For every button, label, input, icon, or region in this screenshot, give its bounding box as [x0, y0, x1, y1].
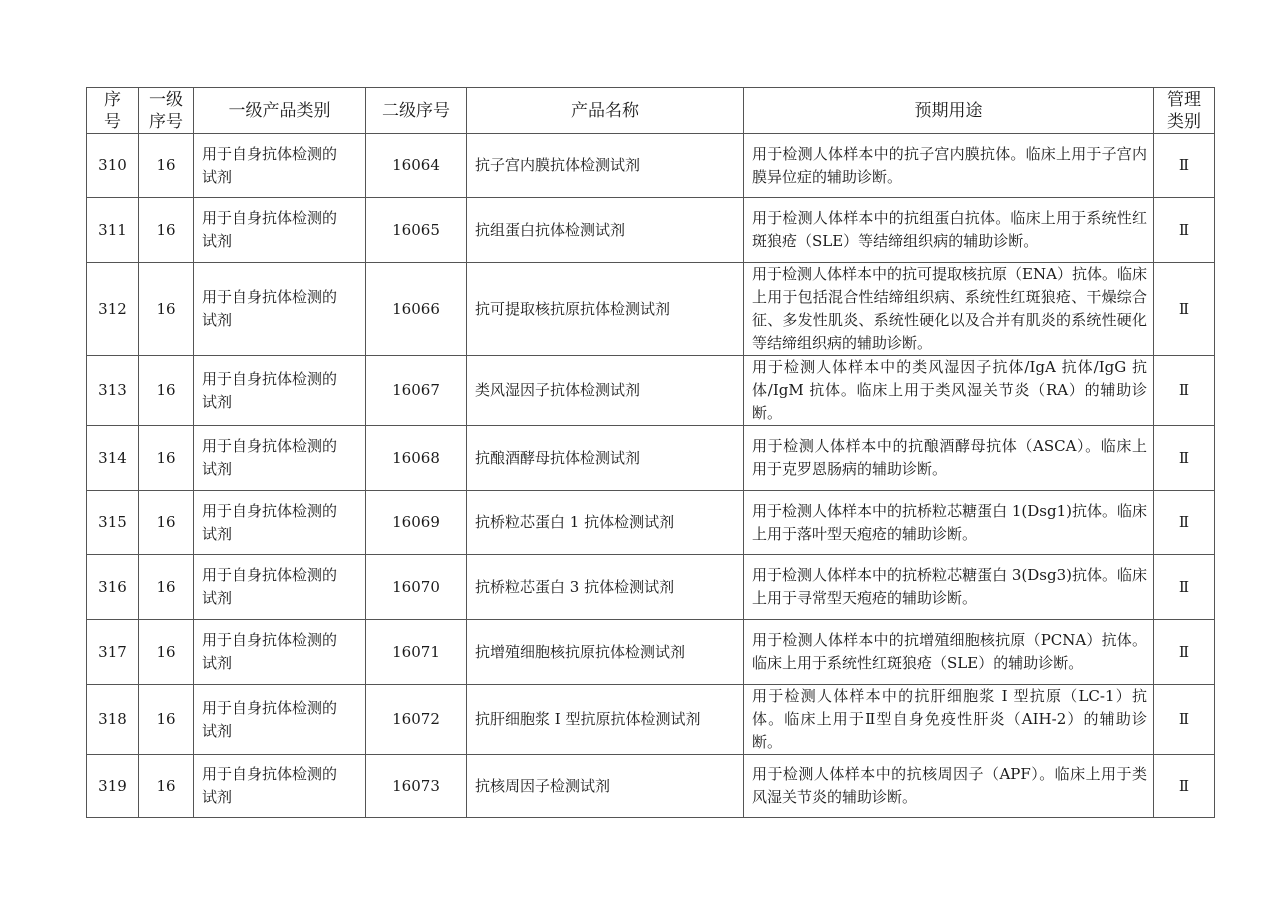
cell-level1-seq: 16	[139, 134, 194, 198]
cell-level2-seq: 16069	[366, 491, 467, 555]
cell-seq: 312	[87, 263, 139, 356]
cell-level1-seq: 16	[139, 685, 194, 755]
cell-level2-seq: 16067	[366, 356, 467, 426]
header-level1-seq: 一级 序号	[139, 88, 194, 134]
cell-level1-seq: 16	[139, 555, 194, 620]
cell-management-class: Ⅱ	[1154, 755, 1215, 818]
cell-category: 用于自身抗体检测的 试剂	[194, 685, 366, 755]
cell-category: 用于自身抗体检测的 试剂	[194, 555, 366, 620]
cell-product-name: 抗子宫内膜抗体检测试剂	[467, 134, 744, 198]
header-management-class: 管理 类别	[1154, 88, 1215, 134]
cell-category: 用于自身抗体检测的 试剂	[194, 620, 366, 685]
cell-category: 用于自身抗体检测的 试剂	[194, 356, 366, 426]
cell-intended-use: 用于检测人体样本中的抗组蛋白抗体。临床上用于系统性红斑狼疮（SLE）等结缔组织病的辅助诊断。	[744, 198, 1154, 263]
cell-seq: 316	[87, 555, 139, 620]
cell-management-class: Ⅱ	[1154, 555, 1215, 620]
cell-level1-seq: 16	[139, 426, 194, 491]
cell-level2-seq: 16072	[366, 685, 467, 755]
cell-seq: 310	[87, 134, 139, 198]
cell-level2-seq: 16064	[366, 134, 467, 198]
table-row	[87, 198, 1215, 263]
cell-category: 用于自身抗体检测的 试剂	[194, 491, 366, 555]
cell-level2-seq: 16070	[366, 555, 467, 620]
table-row	[87, 134, 1215, 198]
cell-level1-seq: 16	[139, 198, 194, 263]
header-category: 一级产品类别	[194, 88, 366, 134]
cell-level2-seq: 16071	[366, 620, 467, 685]
table-row	[87, 491, 1215, 555]
cell-management-class: Ⅱ	[1154, 685, 1215, 755]
cell-intended-use: 用于检测人体样本中的抗核周因子（APF）。临床上用于类风湿关节炎的辅助诊断。	[744, 755, 1154, 818]
table-row	[87, 426, 1215, 491]
cell-product-name: 抗组蛋白抗体检测试剂	[467, 198, 744, 263]
header-row	[87, 88, 1215, 134]
cell-intended-use: 用于检测人体样本中的抗桥粒芯糖蛋白 3(Dsg3)抗体。临床上用于寻常型天疱疮的辅助诊断。	[744, 555, 1154, 620]
table-row	[87, 356, 1215, 426]
cell-category: 用于自身抗体检测的 试剂	[194, 134, 366, 198]
cell-seq: 318	[87, 685, 139, 755]
cell-product-name: 抗可提取核抗原抗体检测试剂	[467, 263, 744, 356]
cell-intended-use: 用于检测人体样本中的抗桥粒芯糖蛋白 1(Dsg1)抗体。临床上用于落叶型天疱疮的辅助诊断。	[744, 491, 1154, 555]
cell-product-name: 抗核周因子检测试剂	[467, 755, 744, 818]
table-row	[87, 555, 1215, 620]
cell-seq: 319	[87, 755, 139, 818]
cell-management-class: Ⅱ	[1154, 620, 1215, 685]
cell-product-name: 抗桥粒芯蛋白 3 抗体检测试剂	[467, 555, 744, 620]
table-row	[87, 685, 1215, 755]
cell-level1-seq: 16	[139, 491, 194, 555]
cell-category: 用于自身抗体检测的 试剂	[194, 198, 366, 263]
cell-level2-seq: 16068	[366, 426, 467, 491]
cell-level1-seq: 16	[139, 263, 194, 356]
cell-intended-use: 用于检测人体样本中的抗酿酒酵母抗体（ASCA）。临床上用于克罗恩肠病的辅助诊断。	[744, 426, 1154, 491]
catalog-table	[86, 87, 1215, 818]
cell-seq: 314	[87, 426, 139, 491]
cell-seq: 317	[87, 620, 139, 685]
cell-category: 用于自身抗体检测的 试剂	[194, 426, 366, 491]
header-intended-use: 预期用途	[744, 88, 1154, 134]
cell-intended-use: 用于检测人体样本中的抗增殖细胞核抗原（PCNA）抗体。临床上用于系统性红斑狼疮（SLE）的辅助诊断。	[744, 620, 1154, 685]
cell-management-class: Ⅱ	[1154, 263, 1215, 356]
cell-level2-seq: 16066	[366, 263, 467, 356]
cell-intended-use: 用于检测人体样本中的类风湿因子抗体/IgA 抗体/IgG 抗体/IgM 抗体。临床上用于类风湿关节炎（RA）的辅助诊断。	[744, 356, 1154, 426]
header-seq: 序 号	[87, 88, 139, 134]
cell-intended-use: 用于检测人体样本中的抗子宫内膜抗体。临床上用于子宫内膜异位症的辅助诊断。	[744, 134, 1154, 198]
cell-level1-seq: 16	[139, 356, 194, 426]
header-level2-seq: 二级序号	[366, 88, 467, 134]
header-product-name: 产品名称	[467, 88, 744, 134]
cell-category: 用于自身抗体检测的 试剂	[194, 755, 366, 818]
cell-product-name: 抗酿酒酵母抗体检测试剂	[467, 426, 744, 491]
cell-level2-seq: 16073	[366, 755, 467, 818]
cell-management-class: Ⅱ	[1154, 198, 1215, 263]
table-row	[87, 620, 1215, 685]
cell-management-class: Ⅱ	[1154, 356, 1215, 426]
cell-level1-seq: 16	[139, 620, 194, 685]
table-row	[87, 263, 1215, 356]
cell-product-name: 类风湿因子抗体检测试剂	[467, 356, 744, 426]
cell-management-class: Ⅱ	[1154, 134, 1215, 198]
cell-product-name: 抗增殖细胞核抗原抗体检测试剂	[467, 620, 744, 685]
cell-intended-use: 用于检测人体样本中的抗可提取核抗原（ENA）抗体。临床上用于包括混合性结缔组织病、系统性红斑狼疮、干燥综合征、多发性肌炎、系统性硬化以及合并有肌炎的系统性硬化等结缔组织病的辅助诊断。	[744, 263, 1154, 356]
cell-seq: 313	[87, 356, 139, 426]
cell-seq: 311	[87, 198, 139, 263]
cell-level1-seq: 16	[139, 755, 194, 818]
cell-product-name: 抗桥粒芯蛋白 1 抗体检测试剂	[467, 491, 744, 555]
table-row	[87, 755, 1215, 818]
cell-seq: 315	[87, 491, 139, 555]
cell-management-class: Ⅱ	[1154, 426, 1215, 491]
cell-management-class: Ⅱ	[1154, 491, 1215, 555]
cell-level2-seq: 16065	[366, 198, 467, 263]
cell-product-name: 抗肝细胞浆 I 型抗原抗体检测试剂	[467, 685, 744, 755]
cell-intended-use: 用于检测人体样本中的抗肝细胞浆 I 型抗原（LC-1）抗体。临床上用于Ⅱ型自身免疫性肝炎（AIH-2）的辅助诊断。	[744, 685, 1154, 755]
cell-category: 用于自身抗体检测的 试剂	[194, 263, 366, 356]
